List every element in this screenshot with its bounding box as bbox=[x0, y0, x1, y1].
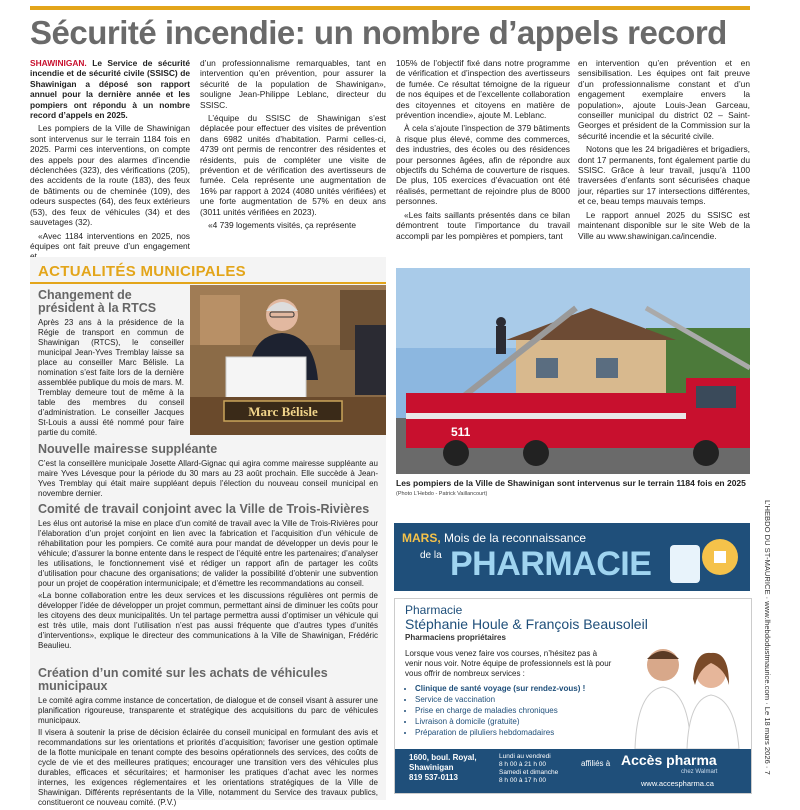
hours-line: Lundi au vendredi bbox=[499, 753, 551, 760]
phone-number: 819 537-0113 bbox=[409, 773, 458, 782]
ad-label: Pharmacie bbox=[405, 603, 463, 617]
folio-text: L’HEBDO DU ST-MAURICE · www.lhebdodustmaurice.com · Le 18 mars 2026 · 7 bbox=[763, 500, 772, 775]
service-item: • Clinique de santé voyage (sur rendez-vous) ! bbox=[415, 683, 635, 694]
brand-url: www.accespharma.ca bbox=[641, 779, 714, 788]
affiliated-label: affiliés à bbox=[581, 759, 611, 768]
fire-truck-photo bbox=[396, 268, 750, 474]
photo-caption: Les pompiers de la Ville de Shawinigan sont intervenus sur le terrain 1184 fois en 2025 bbox=[396, 478, 746, 488]
ad-hours bbox=[499, 753, 558, 785]
ad-footer bbox=[395, 749, 751, 793]
truck-number: 511 bbox=[451, 425, 471, 439]
news-item-rtcs bbox=[38, 289, 184, 440]
paragraph: L’équipe du SSISC de Shawinigan s’est déplacée pour effectuer des visites de prévention dans 6982 unités d’habitation. Parmi celles-ci, 4739 ont permis de rencontrer des résidentes et résidents, puis de compléter une visite de prévention et de vérification des avertisseurs de fumée. Cela représente une augmentation de 16% par rapport à 2024 (4080 unités vérifiées) et une forte augmentation de 57% en deux ans (3011 unités vérifiées en 2023). bbox=[200, 113, 386, 217]
article-column-3 bbox=[396, 58, 570, 244]
council-photo-image bbox=[190, 285, 386, 435]
news-text: Après 23 ans à la présidence de la Régie de transport en commun de Shawinigan (RTCS), le conseiller municipal Jean-Yves Tremblay laisse sa place au conseiller Marc Bélisle. La nomination s’est faite lors de la dernière assemblée publique du mois de mars. M. Tremblay demeure tout de même à la table des membres du conseil d’administration. Le conseiller Jacques St-Louis a aussi été nommé pour faire partie du comité. bbox=[38, 318, 184, 437]
news-heading: Changement de président à la RTCS bbox=[38, 288, 157, 315]
address-line: 1600, boul. Royal, bbox=[409, 753, 477, 762]
article-column-1 bbox=[30, 58, 190, 265]
paragraph: Notons que les 24 brigadières et brigadiers, dont 17 permanents, font également partie du SSISC. Grâce à leur travail, jusqu’à 1100 traversées d’enfants sont sécurisées chaque jour, réparties sur 17 intersections différentes, et ce, beau temps mauvais temps. bbox=[578, 144, 750, 207]
paragraph: 105% de l’objectif fixé dans notre programme de vérification et d’inspection des avertisseurs de fumée. Ce résultat témoigne de la rigueur de nos équipes et de l’excellente collaboration des citoyennes et citoyens en matière de prévention incendie», ajoute M. Leblanc. bbox=[396, 58, 570, 121]
paragraph: en intervention qu’en prévention et en sensibilisation. Les équipes ont fait preuve d’un professionnalisme constant et d’un engagement exemplaire envers la population», ajoute Louis-Jean Garceau, conseiller municipal du district 02 – Saint-Georges et président de la Commission sur la sécurité incendie et la sécurité civile. bbox=[578, 58, 750, 141]
paragraph: «Avec 1184 interventions en 2025, nos équipes ont fait preuve d’un engagement bbox=[30, 230, 190, 251]
service-item: • Préparation de piluliers hebdomadaires bbox=[415, 727, 635, 738]
photo-credit: (Photo L’Hebdo - Patrick Vaillancourt) bbox=[396, 491, 488, 497]
sidebar-title: ACTUALITÉS MUNICIPALES bbox=[38, 263, 246, 280]
news-heading: Nouvelle mairesse suppléante bbox=[38, 442, 218, 456]
hours-line: Samedi et dimanche bbox=[499, 769, 559, 776]
article-lead: Le Service de sécurité incendie et de sécurité civile (SSISC) de Shawinigan a déposé son rapport annuel pour la dernière année et les pompiers ont répondu à un nombre record d’appels en 2025. bbox=[30, 58, 190, 121]
paragraph: «Les faits saillants présentés dans ce bilan démontrent toute l’importance du travail accompli par les pompières et pompiers, tant bbox=[396, 209, 570, 241]
news-heading: Création d’un comité sur les achats de véhicules municipaux bbox=[38, 666, 328, 693]
fire-truck-image bbox=[396, 268, 750, 474]
ad-names: Stéphanie Houle & François Beausoleil bbox=[405, 616, 648, 632]
service-item: • Service de vaccination bbox=[415, 694, 635, 705]
brand-logo: Accès pharma bbox=[621, 752, 717, 768]
banner-month: MARS, bbox=[402, 531, 441, 545]
nameplate: Marc Bélisle bbox=[248, 404, 318, 419]
news-item-mayor bbox=[38, 443, 378, 501]
banner-pharmacie: PHARMACIE bbox=[450, 545, 652, 583]
news-item-vehicles bbox=[38, 667, 378, 810]
hours-line: 8 h 00 à 17 h 00 bbox=[499, 777, 546, 784]
ad-intro: Lorsque vous venez faire vos courses, n’hésitez pas à venir nous voir. Notre équipe de professionnels est là pour vous offrir de nombreux services : bbox=[405, 649, 612, 678]
ad-address bbox=[409, 753, 477, 783]
service-item: • Prise en charge de maladies chroniques bbox=[415, 705, 635, 716]
news-text: Les élus ont autorisé la mise en place d’un comité de travail avec la Ville de Trois-Rivières pour l’élaboration d’un projet conjoint en lien avec la fabrication et l’acquisition d’un véhicule de réhabilitation pour les pompiers. Ce comité aura pour mandat de développer un devis pour le véhicule; d’assurer la bonne entente dans le respect de l’équité entre les partenaires; d’analyser les utilisations, le fonctionnement visé et rédiger un rapport afin de partager les coûts d’utilisation pour chacune des organisations; de valider la possibilité d’obtenir une subvention pour un projet de coopération intermunicipale; et d’émettre les recommandations au conseil. bbox=[38, 519, 378, 588]
banner-line bbox=[402, 531, 586, 545]
banner-de-la: de la bbox=[420, 550, 442, 561]
article-headline: Sécurité incendie: un nombre d’appels record bbox=[30, 14, 727, 51]
pharmacy-ad bbox=[394, 598, 752, 794]
hours-line: 8 h 00 à 21 h 00 bbox=[499, 761, 546, 768]
news-heading: Comité de travail conjoint avec la Ville de Trois-Rivières bbox=[38, 502, 370, 516]
pharmacy-month-banner bbox=[394, 523, 750, 591]
news-text: «La bonne collaboration entre les deux services et les discussions régulières ont permis de développer l’idée de développer un projet commun, permettant ainsi de diminuer les coûts pour les citoyens des deux municipalités. Un tel partage permettra aussi d’optimiser un véhicule qui est très utile, mais dont l’utilisation n’est pas aussi fréquente que d’autres types d’unités d’interventions», explique le directeur des communications à la Ville de Shawinigan, Frédéric Beaulieu. bbox=[38, 591, 378, 650]
paragraph: d’un professionnalisme remarquables, tant en intervention qu’en prévention, pour assurer la sécurité de la population de Shawinigan», souligne Jean-Philippe Leblanc, directeur du SSISC. bbox=[200, 58, 386, 110]
top-rule bbox=[30, 6, 750, 10]
pharmacists-photo bbox=[625, 629, 745, 749]
pharmacy-illustration-icon bbox=[664, 527, 744, 587]
page-folio bbox=[762, 500, 774, 800]
council-photo bbox=[190, 285, 386, 435]
article-column-4 bbox=[578, 58, 750, 244]
news-text: C’est la conseillère municipale Josette Allard-Gignac qui agira comme mairesse suppléante au maire Yves Lévesque pour la période du 30 mars au 23 août prochain. Elle succède à Jean-Yves Tremblay qui était maire suppléant depuis l’élection du nouveau conseil municipal en novembre dernier. bbox=[38, 459, 378, 498]
paragraph: À cela s’ajoute l’inspection de 379 bâtiments à risque plus élevé, comme des commerces, des industries, des écoles ou des résidences pour personnes âgées, afin de répondre aux objectifs du Schéma de couverture de risques. De plus, 105 exercices d’évacuation ont été réalisés, permettant de rejoindre plus de 8000 personnes. bbox=[396, 123, 570, 207]
municipal-news-sidebar bbox=[30, 257, 386, 807]
news-text: Le comité agira comme instance de concertation, de dialogue et de conseil visant à assurer une planification rigoureuse, transparente et stratégique des acquisitions du parc de véhicules municipaux. bbox=[38, 696, 378, 725]
paragraph: Les pompiers de la Ville de Shawinigan sont intervenus sur le terrain 1184 fois en 2025. Parmi ces interventions, on compte des appels pour des alarmes d’incendie déclenchées (323), des vérifications (205), des accidents de la route (183), des feux de bâtiments ou de cheminée (109), des odeurs suspectes (64), des feux extérieurs (53), des feux de véhicules (34) et des sauvetages (32). bbox=[30, 123, 190, 228]
news-item-trois-rivieres bbox=[38, 503, 378, 653]
news-text: Il visera à soutenir la prise de décision éclairée du conseil municipal en formulant des avis et recommandations sur les orientations et priorités d’acquisition; favoriser une gestion optimale de la flotte municipale en tenant compte des besoins opérationnels des services, des coûts de cycle de vie et des meilleures pratiques; encourager une transition vers des véhicules plus durables, efficaces et sécuritaires; et harmoniser les pratiques d’achat avec les normes internes, les exigences réglementaires et les orientations stratégiques de la Ville de Shawinigan. Différents représentants de la Ville, notamment du Service des travaux publics, constitueront ce nouveau comité. (P.V.) bbox=[38, 728, 378, 807]
article-column-2 bbox=[200, 58, 386, 234]
service-item: • Livraison à domicile (gratuite) bbox=[415, 716, 635, 727]
services-list bbox=[395, 683, 635, 738]
address-city: Shawinigan bbox=[409, 763, 454, 772]
paragraph: Le rapport annuel 2025 du SSISC est maintenant disponible sur le site Web de la Ville au www.shawinigan.ca/incendie. bbox=[578, 209, 750, 241]
dateline: SHAWINIGAN. bbox=[30, 58, 87, 68]
sidebar-divider bbox=[30, 282, 386, 284]
brand-sub: chez Walmart bbox=[681, 769, 718, 775]
banner-text: Mois de la reconnaissance bbox=[444, 531, 587, 545]
paragraph: «4 739 logements visités, ça représente bbox=[208, 220, 357, 231]
ad-subtitle: Pharmaciens propriétaires bbox=[405, 633, 506, 642]
